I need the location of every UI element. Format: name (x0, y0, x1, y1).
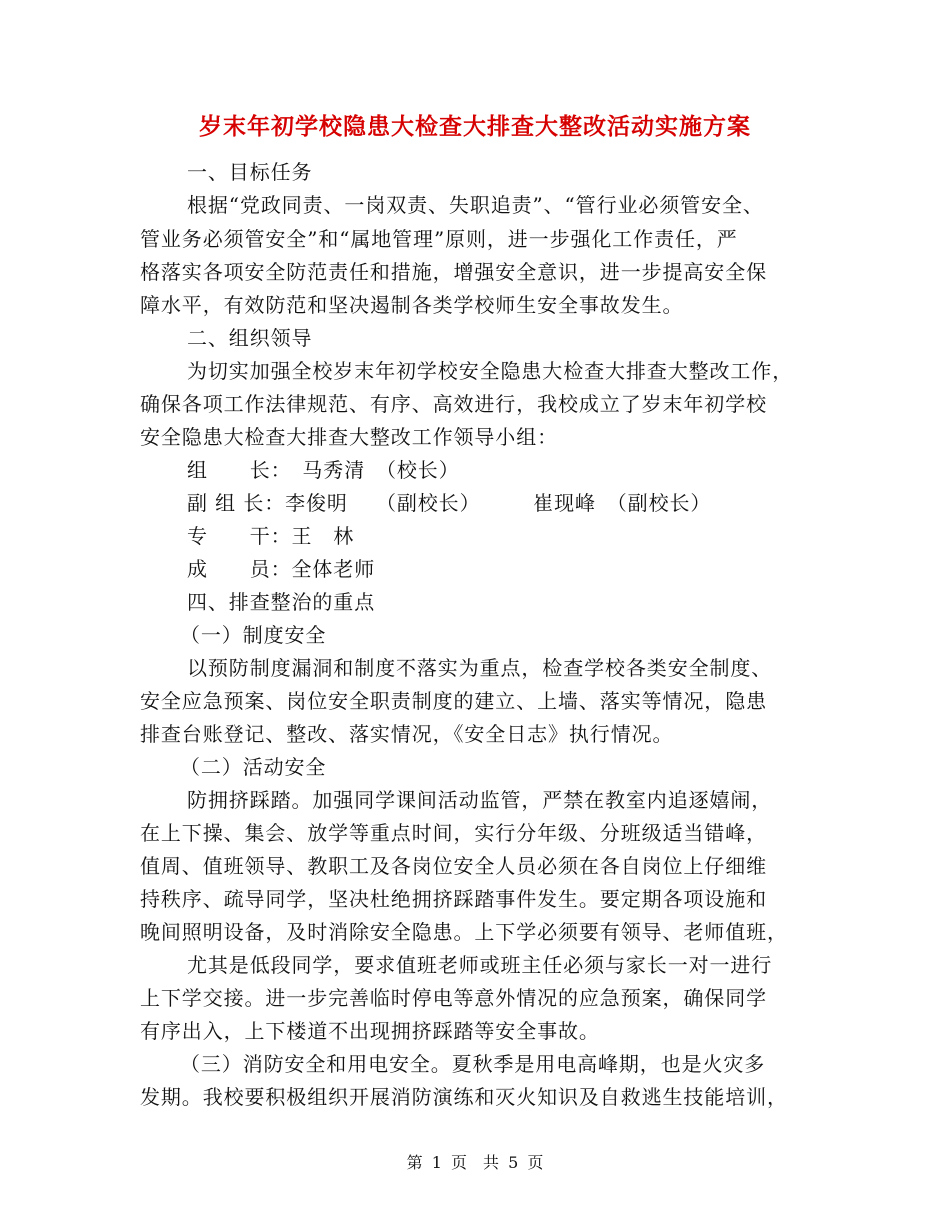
member-officer: 专 干：王 林 (187, 524, 355, 548)
page-footer (0, 1150, 950, 1173)
paragraph-line: 障水平，有效防范和坚决遏制各类学校师生安全事故发生。 (140, 293, 684, 317)
paragraph-line: 尤其是低段同学，要求值班老师或班主任必须与家长一对一进行 (187, 953, 773, 977)
paragraph-line: 确保各项工作法律规范、有序、高效进行，我校成立了岁末年初学校 (140, 392, 767, 416)
paragraph-line: 管业务必须管安全”和“属地管理”原则，进一步强化工作责任，严 (140, 227, 738, 251)
section-heading: 二、组织领导 (187, 326, 313, 350)
page-label: 第 (406, 1153, 423, 1172)
page-suffix: 页 (527, 1153, 544, 1172)
paragraph-line: 格落实各项安全防范责任和措施，增强安全意识，进一步提高安全保 (140, 260, 767, 284)
paragraph-line: 值周、值班领导、教职工及各岗位安全人员必须在各自岗位上仔细维 (140, 854, 767, 878)
paragraph-line: 排查台账登记、整改、落实情况，《安全日志》执行情况。 (140, 722, 674, 746)
paragraph-line: 发期。我校要积极组织开展消防演练和灭火知识及自救逃生技能培训， (140, 1085, 788, 1109)
paragraph-line: 安全隐患大检查大排查大整改工作领导小组： (140, 425, 558, 449)
section-heading: 一、目标任务 (187, 160, 313, 184)
paragraph-line: 在上下操、集会、放学等重点时间，实行分年级、分班级适当错峰， (140, 821, 767, 845)
page-separator: 页 共 (450, 1153, 499, 1172)
member-all: 成 员：全体老师 (187, 557, 376, 581)
paragraph-line: 安全应急预案、岗位安全职责制度的建立、上墙、落实等情况，隐患 (140, 689, 767, 713)
total-page-number: 5 (508, 1153, 519, 1172)
paragraph-line: 有序出入，上下楼道不出现拥挤踩踏等安全事故。 (140, 1019, 600, 1043)
subsection-heading: （三）消防安全和用电安全。夏秋季是用电高峰期，也是火灾多 (180, 1052, 766, 1076)
member-leader: 组 长： 马秀清 （校长） (187, 458, 460, 482)
document-title: 岁末年初学校隐患大检查大排查大整改活动实施方案 (199, 113, 751, 140)
paragraph-line: 根据“党政同责、一岗双责、失职追责”、“管行业必须管安全、 (187, 193, 764, 217)
paragraph-line: 为切实加强全校岁末年初学校安全隐患大检查大排查大整改工作， (187, 359, 794, 383)
paragraph-line: 上下学交接。进一步完善临时停电等意外情况的应急预案，确保同学 (140, 986, 767, 1010)
subsection-heading: （二）活动安全 (180, 755, 327, 779)
paragraph-line: 防拥挤踩踏。加强同学课间活动监管，严禁在教室内追逐嬉闹， (187, 788, 773, 812)
paragraph-line: 晚间照明设备，及时消除安全隐患。上下学必须要有领导、老师值班， (140, 920, 788, 944)
section-heading: 四、排查整治的重点 (187, 590, 376, 614)
current-page-number: 1 (431, 1153, 442, 1172)
paragraph-line: 以预防制度漏洞和制度不落实为重点，检查学校各类安全制度、 (187, 656, 773, 680)
member-deputy-leaders: 副 组 长：李俊明 （副校长） 崔现峰 （副校长） (187, 491, 712, 515)
paragraph-line: 持秩序、疏导同学，坚决杜绝拥挤踩踏事件发生。要定期各项设施和 (140, 887, 767, 911)
subsection-heading: （一）制度安全 (180, 623, 327, 647)
